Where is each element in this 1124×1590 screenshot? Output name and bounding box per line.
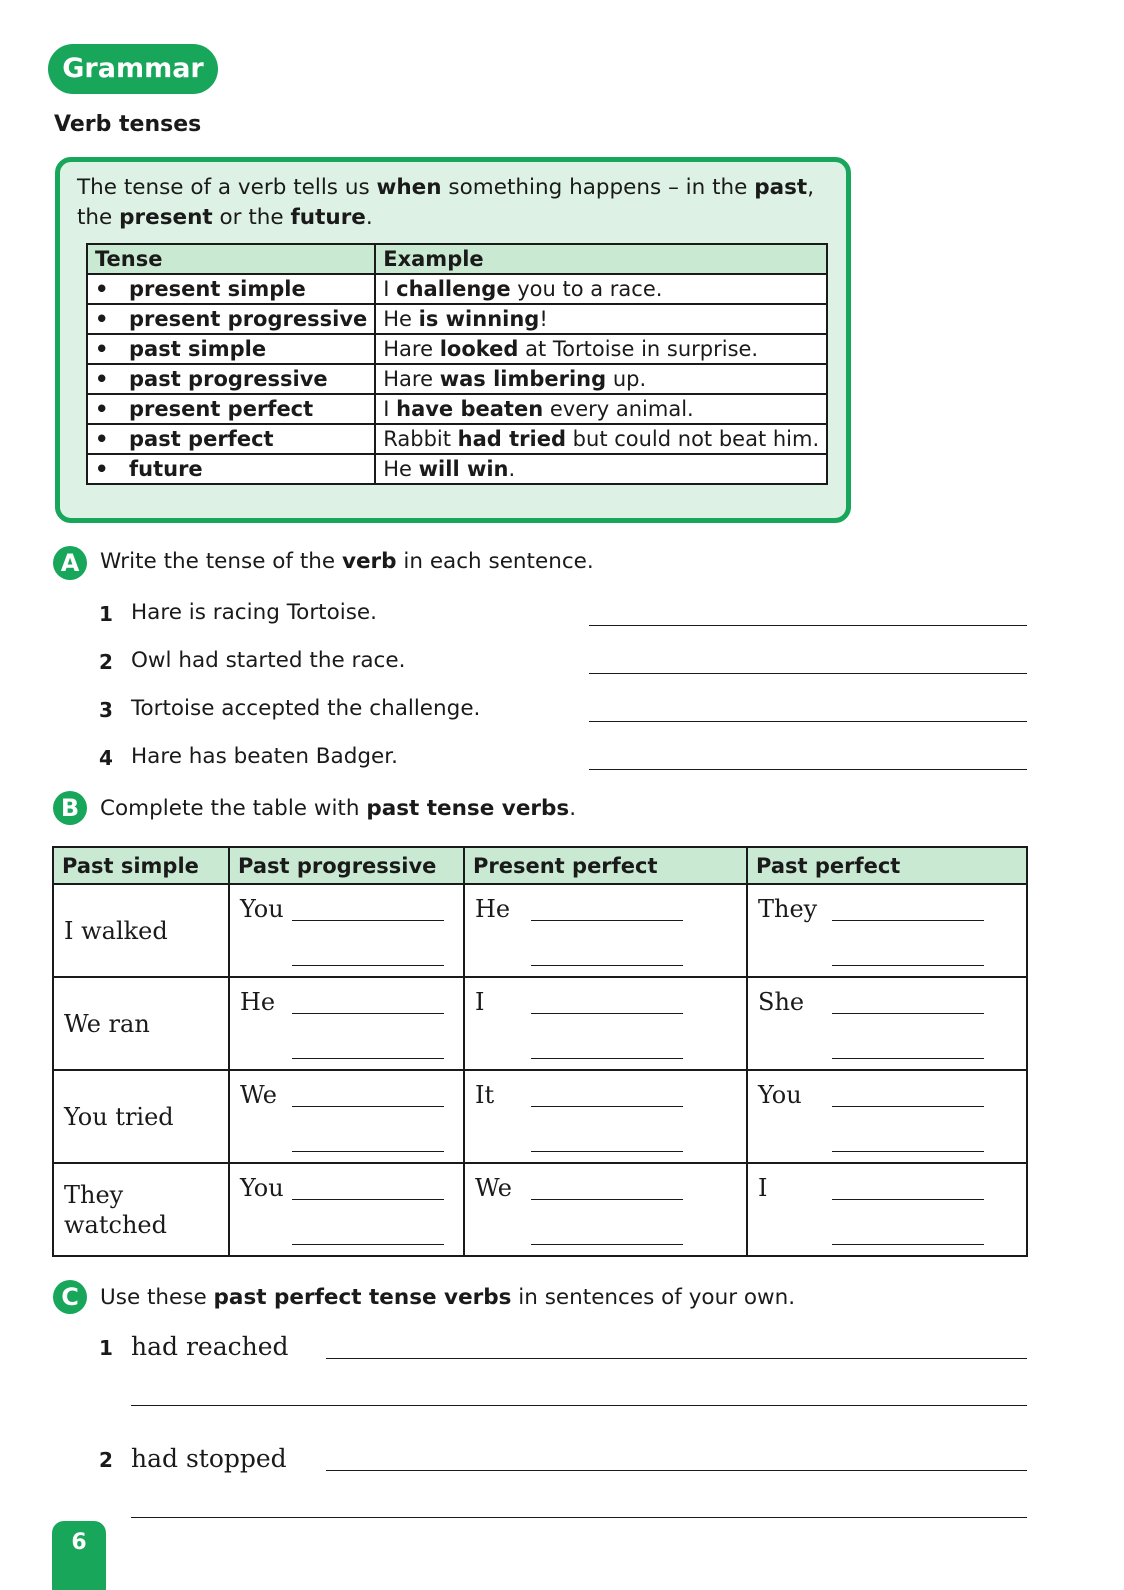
bullet-icon: • bbox=[95, 307, 109, 331]
tense-name: • future bbox=[87, 454, 375, 484]
example-column-header: Example bbox=[375, 244, 827, 274]
sentence-line[interactable] bbox=[326, 1470, 1027, 1471]
question-text: Owl had started the race. bbox=[131, 648, 406, 673]
tense-name: • past progressive bbox=[87, 364, 375, 394]
question-number: 2 bbox=[99, 650, 113, 674]
answer-line[interactable] bbox=[832, 965, 984, 966]
bullet-icon: • bbox=[95, 427, 109, 451]
sentence-line[interactable] bbox=[326, 1358, 1027, 1359]
tense-name: • past simple bbox=[87, 334, 375, 364]
answer-line[interactable] bbox=[292, 965, 444, 966]
question-number: 1 bbox=[99, 602, 113, 626]
answer-line[interactable] bbox=[292, 1244, 444, 1245]
tense-example: Hare looked at Tortoise in surprise. bbox=[375, 334, 827, 364]
answer-line[interactable] bbox=[589, 721, 1027, 722]
section-tag-grammar: Grammar bbox=[48, 44, 218, 94]
past-simple-cell: They watched bbox=[53, 1163, 229, 1256]
info-intro: The tense of a verb tells us when something happens – in the past, the present or the future. bbox=[77, 175, 815, 230]
answer-line[interactable] bbox=[832, 1151, 984, 1152]
answer-cell bbox=[747, 977, 1027, 1070]
subject-word: He bbox=[240, 988, 276, 1016]
subject-word: She bbox=[758, 988, 805, 1016]
subject-word: We bbox=[240, 1081, 277, 1109]
subject-word: It bbox=[475, 1081, 495, 1109]
answer-cell bbox=[464, 1070, 747, 1163]
tense-row bbox=[87, 274, 827, 304]
answer-cell bbox=[747, 1163, 1027, 1256]
tense-example: He will win. bbox=[375, 454, 827, 484]
answer-line[interactable] bbox=[531, 965, 683, 966]
tense-example: I challenge you to a race. bbox=[375, 274, 827, 304]
answer-cell bbox=[229, 1070, 464, 1163]
section-c-instruction: Use these past perfect tense verbs in sentences of your own. bbox=[100, 1285, 796, 1310]
subject-word: You bbox=[240, 895, 284, 923]
section-c-badge: C bbox=[53, 1280, 87, 1314]
answer-line[interactable] bbox=[531, 1058, 683, 1059]
tense-name: • past perfect bbox=[87, 424, 375, 454]
page-number: 6 bbox=[52, 1521, 106, 1590]
answer-line[interactable] bbox=[832, 1106, 984, 1107]
answer-cell bbox=[747, 884, 1027, 977]
answer-line[interactable] bbox=[531, 1013, 683, 1014]
page-title: Verb tenses bbox=[54, 112, 202, 137]
bullet-icon: • bbox=[95, 397, 109, 421]
subject-word: You bbox=[240, 1174, 284, 1202]
answer-line[interactable] bbox=[531, 1244, 683, 1245]
question-number: 4 bbox=[99, 746, 113, 770]
bullet-icon: • bbox=[95, 457, 109, 481]
subject-word: They bbox=[758, 895, 818, 923]
answer-cell bbox=[464, 977, 747, 1070]
bullet-icon: • bbox=[95, 367, 109, 391]
tense-example: Hare was limbering up. bbox=[375, 364, 827, 394]
question-number: 2 bbox=[99, 1448, 113, 1472]
present-perfect-header: Present perfect bbox=[464, 847, 747, 884]
past-perfect-header: Past perfect bbox=[747, 847, 1027, 884]
answer-line[interactable] bbox=[292, 920, 444, 921]
tense-example: Rabbit had tried but could not beat him. bbox=[375, 424, 827, 454]
past-progressive-header: Past progressive bbox=[229, 847, 464, 884]
subject-word: He bbox=[475, 895, 511, 923]
tense-row bbox=[87, 304, 827, 334]
question-number: 3 bbox=[99, 698, 113, 722]
past-simple-cell: You tried bbox=[53, 1070, 229, 1163]
section-a-badge: A bbox=[53, 546, 87, 580]
answer-line[interactable] bbox=[531, 1151, 683, 1152]
answer-line[interactable] bbox=[292, 1199, 444, 1200]
answer-line[interactable] bbox=[292, 1151, 444, 1152]
subject-word: I bbox=[758, 1174, 768, 1202]
answer-line[interactable] bbox=[832, 920, 984, 921]
verb-prompt: had reached bbox=[131, 1332, 289, 1361]
tense-table bbox=[86, 243, 828, 485]
bullet-icon: • bbox=[95, 277, 109, 301]
table-row bbox=[53, 884, 1027, 977]
tense-row bbox=[87, 424, 827, 454]
subject-word: We bbox=[475, 1174, 512, 1202]
answer-line[interactable] bbox=[832, 1013, 984, 1014]
section-b-instruction: Complete the table with past tense verbs. bbox=[100, 796, 577, 821]
answer-line[interactable] bbox=[589, 625, 1027, 626]
answer-line[interactable] bbox=[531, 920, 683, 921]
answer-line[interactable] bbox=[832, 1199, 984, 1200]
answer-line[interactable] bbox=[832, 1244, 984, 1245]
answer-line[interactable] bbox=[292, 1058, 444, 1059]
tense-row bbox=[87, 364, 827, 394]
tense-table-header-row bbox=[87, 244, 827, 274]
tense-row bbox=[87, 334, 827, 364]
answer-cell bbox=[464, 884, 747, 977]
tense-row bbox=[87, 454, 827, 484]
tense-name: • present perfect bbox=[87, 394, 375, 424]
answer-line[interactable] bbox=[832, 1058, 984, 1059]
tense-column-header: Tense bbox=[87, 244, 375, 274]
table-row bbox=[53, 977, 1027, 1070]
sentence-line[interactable] bbox=[131, 1405, 1027, 1406]
answer-line[interactable] bbox=[531, 1199, 683, 1200]
question-text: Hare has beaten Badger. bbox=[131, 744, 398, 769]
answer-line[interactable] bbox=[292, 1106, 444, 1107]
subject-word: You bbox=[758, 1081, 802, 1109]
tense-example: I have beaten every animal. bbox=[375, 394, 827, 424]
answer-cell bbox=[229, 1163, 464, 1256]
answer-cell bbox=[229, 884, 464, 977]
past-tense-table bbox=[52, 846, 1028, 1257]
answer-cell bbox=[464, 1163, 747, 1256]
question-number: 1 bbox=[99, 1336, 113, 1360]
table-row bbox=[53, 1163, 1027, 1256]
answer-line[interactable] bbox=[531, 1106, 683, 1107]
section-b-badge: B bbox=[53, 791, 87, 825]
subject-word: I bbox=[475, 988, 485, 1016]
answer-line[interactable] bbox=[589, 673, 1027, 674]
tense-example: He is winning! bbox=[375, 304, 827, 334]
section-a-instruction: Write the tense of the verb in each sentence. bbox=[100, 549, 594, 574]
tense-row bbox=[87, 394, 827, 424]
question-text: Hare is racing Tortoise. bbox=[131, 600, 377, 625]
answer-cell bbox=[747, 1070, 1027, 1163]
sentence-line[interactable] bbox=[131, 1517, 1027, 1518]
answer-line[interactable] bbox=[292, 1013, 444, 1014]
tense-name: • present progressive bbox=[87, 304, 375, 334]
table-row bbox=[53, 1070, 1027, 1163]
answer-line[interactable] bbox=[589, 769, 1027, 770]
question-text: Tortoise accepted the challenge. bbox=[131, 696, 481, 721]
tense-name: • present simple bbox=[87, 274, 375, 304]
past-simple-cell: I walked bbox=[53, 884, 229, 977]
verb-prompt: had stopped bbox=[131, 1444, 287, 1473]
bullet-icon: • bbox=[95, 337, 109, 361]
answer-cell bbox=[229, 977, 464, 1070]
past-tense-header-row bbox=[53, 847, 1027, 884]
past-simple-header: Past simple bbox=[53, 847, 229, 884]
past-simple-cell: We ran bbox=[53, 977, 229, 1070]
